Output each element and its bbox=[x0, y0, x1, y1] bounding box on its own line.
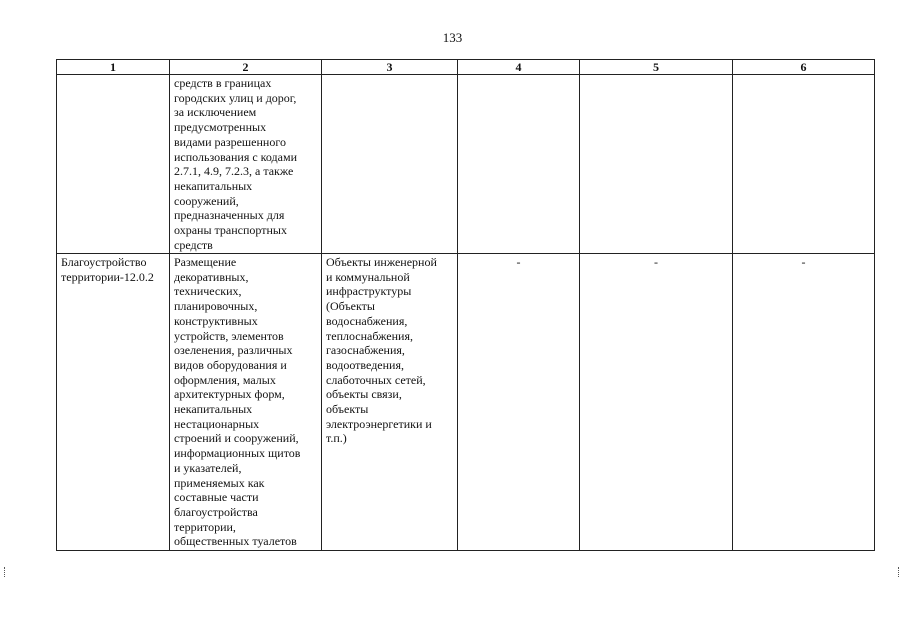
table-cell-col6: - bbox=[733, 254, 875, 551]
page-number: 133 bbox=[442, 30, 463, 45]
column-header-5: 5 bbox=[580, 60, 733, 75]
table-cell-auxiliary bbox=[322, 75, 458, 254]
table-cell-use-type bbox=[57, 75, 170, 254]
column-header-4: 4 bbox=[458, 60, 580, 75]
table-cell-use-type: Благоустройство территории-12.0.2 bbox=[57, 254, 170, 551]
column-header-6: 6 bbox=[733, 60, 875, 75]
table-row bbox=[57, 75, 875, 254]
scan-edge-mark-left bbox=[4, 567, 8, 577]
table-cell-col5 bbox=[580, 75, 733, 254]
column-header-2: 2 bbox=[170, 60, 322, 75]
table-cell-col4: - bbox=[458, 254, 580, 551]
land-use-table bbox=[56, 59, 875, 551]
column-header-3: 3 bbox=[322, 60, 458, 75]
table-cell-col4 bbox=[458, 75, 580, 254]
table-cell-auxiliary: Объекты инженерной и коммунальной инфраструктуры (Объекты водоснабжения, теплоснабжения, газоснабжения, водоотведения, слаботочных сетей, объекты связи, объекты электроэнергетики и т.п.) bbox=[322, 254, 458, 551]
column-header-1: 1 bbox=[57, 60, 170, 75]
table-header-row bbox=[57, 60, 875, 75]
scan-edge-mark-right bbox=[898, 567, 902, 577]
table-row bbox=[57, 254, 875, 551]
table-cell-col6 bbox=[733, 75, 875, 254]
table-cell-description: средств в границах городских улиц и дорог, за исключением предусмотренных видами разрешенного использования с кодами 2.7.1, 4.9, 7.2.3, а также некапитальных сооружений, предназначенных для охраны транспортных средств bbox=[170, 75, 322, 254]
table-cell-description: Размещение декоративных, технических, планировочных, конструктивных устройств, элементов озеленения, различных видов оборудования и оформления, малых архитектурных форм, некапитальных нестационарных строений и сооружений, информационных щитов и указателей, применяемых как составные части благоустройства территории, общественных туалетов bbox=[170, 254, 322, 551]
table-cell-col5: - bbox=[580, 254, 733, 551]
